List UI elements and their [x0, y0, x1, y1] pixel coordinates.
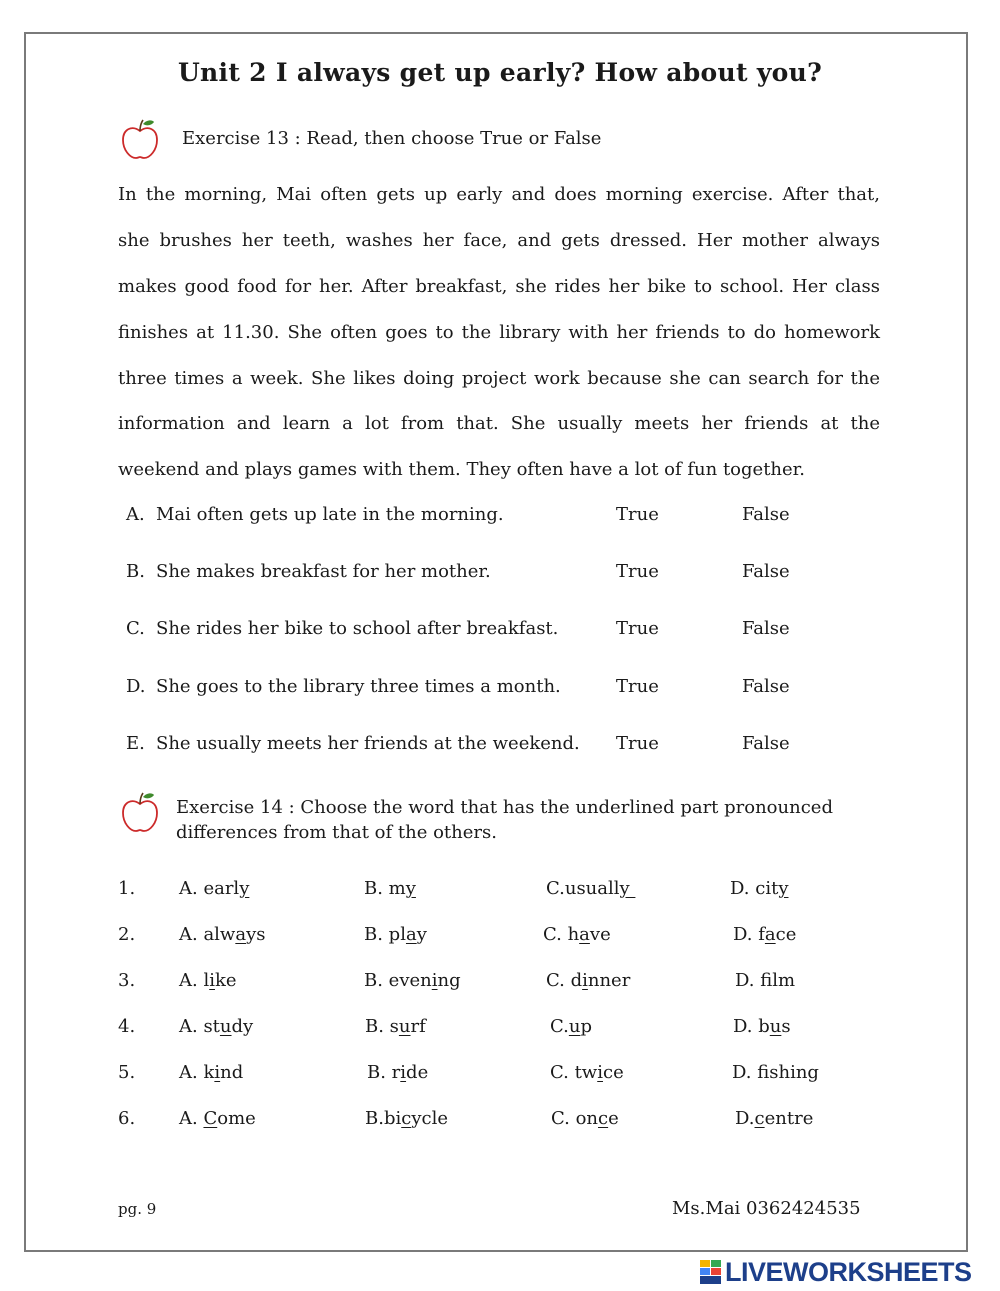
apple-icon: [120, 118, 160, 162]
option-b[interactable]: B. ride: [367, 1062, 429, 1083]
option-a[interactable]: A. Come: [179, 1108, 256, 1129]
option-d[interactable]: D. bus: [733, 1016, 791, 1037]
option-b[interactable]: B. play: [364, 924, 427, 945]
option-c[interactable]: C. once: [551, 1108, 619, 1129]
statement-text: Mai often gets up late in the morning.: [156, 504, 504, 525]
statement-row: [126, 502, 826, 528]
option-c[interactable]: C. dinner: [546, 970, 631, 991]
exercise14-heading-line2: differences from that of the others.: [176, 822, 497, 843]
option-a[interactable]: A. always: [179, 924, 266, 945]
statement-text: She makes breakfast for her mother.: [156, 561, 491, 582]
statement-row: [126, 616, 826, 642]
question-row: [118, 1106, 878, 1132]
liveworksheets-logo[interactable]: [700, 1257, 972, 1287]
option-b[interactable]: B. surf: [365, 1016, 426, 1037]
passage-line: information and learn a lot from that. She usually meets her friends at the: [118, 413, 880, 435]
passage-line: In the morning, Mai often gets up early and does morning exercise. After that,: [118, 184, 880, 205]
true-option[interactable]: True: [616, 504, 659, 525]
statement-letter: B.: [126, 561, 145, 582]
statement-letter: D.: [126, 676, 146, 697]
question-row: [118, 1014, 878, 1040]
page-number: pg. 9: [118, 1200, 157, 1218]
option-a[interactable]: A. early: [179, 878, 250, 899]
option-a[interactable]: A. kind: [179, 1062, 244, 1083]
option-b[interactable]: B.bicycle: [365, 1108, 448, 1129]
option-d[interactable]: D. face: [733, 924, 797, 945]
statement-text: She rides her bike to school after breakfast.: [156, 618, 559, 639]
exercise14-heading: [176, 795, 833, 845]
question-number: 2.: [118, 924, 136, 945]
option-c[interactable]: C.usually: [546, 878, 636, 899]
statement-letter: C.: [126, 618, 145, 639]
option-a[interactable]: A. study: [179, 1016, 254, 1037]
passage-line: three times a week. She likes doing project work because she can search for the: [118, 367, 880, 389]
statement-letter: E.: [126, 733, 145, 754]
true-option[interactable]: True: [616, 733, 659, 754]
statement-row: [126, 731, 826, 757]
false-option[interactable]: False: [742, 561, 790, 582]
reading-passage: [118, 172, 880, 493]
liveworksheets-blocks-icon: [700, 1259, 722, 1285]
option-d[interactable]: D. fshing: [732, 1062, 819, 1083]
apple-icon: [120, 791, 160, 835]
option-c[interactable]: C. have: [543, 924, 611, 945]
false-option[interactable]: False: [742, 676, 790, 697]
statement-row: [126, 674, 826, 700]
option-d[interactable]: D. city: [730, 878, 789, 899]
option-b[interactable]: B. evening: [364, 970, 461, 991]
true-option[interactable]: True: [616, 618, 659, 639]
exercise14-heading-line1: Exercise 14 : Choose the word that has the underlined part pronounced: [176, 797, 833, 818]
false-option[interactable]: False: [742, 504, 790, 525]
option-d[interactable]: D. flm: [735, 970, 796, 991]
question-row: [118, 922, 878, 948]
brand-name: LIVEWORKSHEETS: [725, 1257, 972, 1287]
question-row: [118, 968, 878, 994]
true-option[interactable]: True: [616, 561, 659, 582]
exercise13-heading: Exercise 13 : Read, then choose True or False: [182, 128, 602, 149]
page-title: Unit 2 I always get up early? How about you?: [177, 58, 823, 87]
question-row: [118, 1060, 878, 1086]
passage-line: finishes at 11.30. She often goes to the library with her friends to do homework: [118, 321, 880, 343]
option-a[interactable]: A. like: [179, 970, 237, 991]
false-option[interactable]: False: [742, 733, 790, 754]
statement-text: She usually meets her friends at the weekend.: [156, 733, 580, 754]
option-d[interactable]: D.centre: [735, 1108, 814, 1129]
passage-line: she brushes her teeth, washes her face, and gets dressed. Her mother always: [118, 229, 880, 251]
question-number: 1.: [118, 878, 136, 899]
question-number: 4.: [118, 1016, 136, 1037]
author-contact: Ms.Mai 0362424535: [672, 1198, 861, 1219]
passage-line: weekend and plays games with them. They often have a lot of fun together.: [118, 459, 806, 481]
question-row: [118, 876, 878, 902]
option-b[interactable]: B. my: [364, 878, 416, 899]
option-c[interactable]: C. twice: [550, 1062, 624, 1083]
passage-line: makes good food for her. After breakfast, she rides her bike to school. Her class: [118, 275, 880, 297]
question-number: 3.: [118, 970, 136, 991]
true-option[interactable]: True: [616, 676, 659, 697]
question-number: 6.: [118, 1108, 136, 1129]
statement-letter: A.: [126, 504, 145, 525]
false-option[interactable]: False: [742, 618, 790, 639]
statement-text: She goes to the library three times a month.: [156, 676, 561, 697]
question-number: 5.: [118, 1062, 136, 1083]
statement-row: [126, 559, 826, 585]
option-c[interactable]: C.up: [550, 1016, 592, 1037]
